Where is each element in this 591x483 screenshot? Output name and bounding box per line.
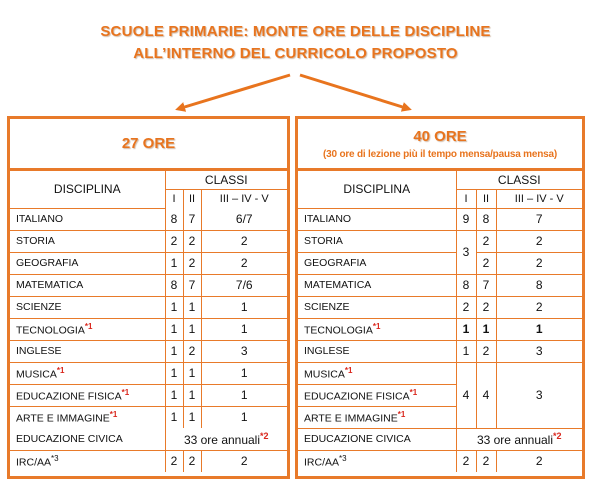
hours-class-i: 1 (456, 318, 476, 340)
hours-class-iii-v: 3 (201, 340, 287, 362)
hours-class-ii: 8 (476, 208, 496, 230)
hours-class-ii: 7 (476, 274, 496, 296)
hours-table (298, 171, 582, 472)
hours-class-iii-v: 7/6 (201, 274, 287, 296)
hours-class-i: 1 (165, 340, 183, 362)
table-row (10, 362, 287, 384)
hours-class-i: 1 (165, 252, 183, 274)
hours-class-iii-v: 1 (201, 362, 287, 384)
subject-name: EDUCAZIONE FISICA$^{*1}$ (10, 384, 165, 406)
hours-class-i: 2 (165, 450, 183, 472)
subject-name: GEOGRAFIA (298, 252, 456, 274)
hours-class-i: 8 (456, 274, 476, 296)
hours-class-iii-v: 1 (201, 296, 287, 318)
hours-class-iii-v: 2 (201, 252, 287, 274)
subject-name: STORIA (298, 230, 456, 252)
subject-name: ITALIANO (10, 208, 165, 230)
subject-name: ARTE E IMMAGINE$^{*1}$ (10, 406, 165, 428)
hours-class-i: 1 (165, 296, 183, 318)
hours-class-iii-v: 2 (201, 230, 287, 252)
hours-class-ii: 2 (183, 230, 201, 252)
classi-header: CLASSI (165, 171, 287, 189)
hours-class-ii: 1 (183, 296, 201, 318)
hours-class-i: 2 (456, 296, 476, 318)
subject-name: SCIENZE (10, 296, 165, 318)
hours-class-i: 9 (456, 208, 476, 230)
hours-class-ii: 2 (183, 450, 201, 472)
subject-name: MUSICA$^{*1}$ (10, 362, 165, 384)
subject-name: INGLESE (10, 340, 165, 362)
page-title-line1: SCUOLE PRIMARIE: MONTE ORE DELLE DISCIPLINE (100, 23, 491, 40)
annual-hours: 33 ore annuali$^{*2}$ (165, 428, 287, 450)
table-row (10, 340, 287, 362)
subject-name: ARTE E IMMAGINE$^{*1}$ (298, 406, 456, 428)
subject-name: GEOGRAFIA (10, 252, 165, 274)
subject-name: TECNOLOGIA$^{*1}$ (10, 318, 165, 340)
subject-name: ITALIANO (298, 208, 456, 230)
subject-name: EDUCAZIONE CIVICA (10, 428, 165, 450)
col-iii-v-header: III – IV - V (496, 189, 582, 208)
annual-hours: 33 ore annuali$^{*2}$ (456, 428, 582, 450)
hours-class-iii-v: 8 (496, 274, 582, 296)
table-row (10, 296, 287, 318)
hours-class-i: 2 (456, 450, 476, 472)
hours-class-ii: 2 (476, 296, 496, 318)
hours-class-i: 2 (165, 230, 183, 252)
col-i-header: I (456, 189, 476, 208)
panel-header (298, 119, 582, 171)
hours-class-iii-v: 1 (496, 318, 582, 340)
hours-class-iii-v: 2 (496, 296, 582, 318)
disciplina-header: DISCIPLINA (10, 171, 165, 208)
col-iii-v-header: III – IV - V (201, 189, 287, 208)
hours-class-i: 1 (456, 340, 476, 362)
arrow-right (300, 75, 409, 109)
subject-name: TECNOLOGIA$^{*1}$ (298, 318, 456, 340)
col-i-header: I (165, 189, 183, 208)
col-ii-header: II (476, 189, 496, 208)
hours-class-i: 1 (165, 362, 183, 384)
subject-name: SCIENZE (298, 296, 456, 318)
hours-class-ii: 7 (183, 208, 201, 230)
table-row (298, 296, 582, 318)
table-row (298, 340, 582, 362)
hours-class-ii: 2 (476, 450, 496, 472)
hours-class-i: 1 (165, 406, 183, 428)
hours-class-iii-v: 2 (496, 252, 582, 274)
hours-note: (30 ore di lezione più il tempo mensa/pausa mensa) (323, 148, 557, 160)
hours-class-iii-v: 2 (496, 450, 582, 472)
table-row (10, 230, 287, 252)
hours-class-iii-v: 2 (201, 450, 287, 472)
table-row (298, 362, 582, 384)
hours-class-ii: 2 (476, 252, 496, 274)
subject-name: MATEMATICA (298, 274, 456, 296)
hours-label: 27 ORE (121, 135, 176, 152)
subject-name: EDUCAZIONE CIVICA (298, 428, 456, 450)
subject-name: MATEMATICA (10, 274, 165, 296)
hours-class-ii-merged: 4 (476, 362, 496, 428)
subject-name: IRC/AA$^{*3}$ (298, 450, 456, 472)
arrows-graphic (0, 0, 591, 120)
hours-class-ii: 2 (476, 340, 496, 362)
table-row (10, 274, 287, 296)
hours-class-i: 1 (165, 318, 183, 340)
subject-name: INGLESE (298, 340, 456, 362)
page-title-line2: ALL’INTERNO DEL CURRICOLO PROPOSTO (133, 45, 458, 62)
hours-class-iii-v: 1 (201, 406, 287, 428)
panel-40-ore (295, 116, 585, 479)
hours-class-iii-v: 1 (201, 384, 287, 406)
panel-header (10, 119, 287, 171)
hours-class-iii-v: 2 (496, 230, 582, 252)
hours-class-ii: 7 (183, 274, 201, 296)
classi-header: CLASSI (456, 171, 582, 189)
subject-name: MUSICA$^{*1}$ (298, 362, 456, 384)
table-row (298, 428, 582, 450)
hours-class-ii: 1 (476, 318, 496, 340)
table-row (10, 384, 287, 406)
hours-class-i-merged: 4 (456, 362, 476, 428)
subject-name: IRC/AA$^{*3}$ (10, 450, 165, 472)
hours-class-i: 1 (165, 384, 183, 406)
table-row (10, 406, 287, 428)
hours-class-ii: 1 (183, 384, 201, 406)
table-row (10, 208, 287, 230)
hours-class-ii: 1 (183, 318, 201, 340)
table-row (10, 252, 287, 274)
hours-class-iii-v: 1 (201, 318, 287, 340)
hours-class-iii-v: 6/7 (201, 208, 287, 230)
hours-class-iii-v-merged: 3 (496, 362, 582, 428)
arrow-left (178, 75, 290, 109)
table-row (298, 208, 582, 230)
table-row (298, 230, 582, 252)
disciplina-header: DISCIPLINA (298, 171, 456, 208)
table-row (298, 450, 582, 472)
hours-class-ii: 2 (476, 230, 496, 252)
hours-class-ii: 1 (183, 362, 201, 384)
col-ii-header: II (183, 189, 201, 208)
hours-label: 40 ORE (413, 127, 467, 145)
table-row (298, 318, 582, 340)
hours-class-iii-v: 3 (496, 340, 582, 362)
table-row (298, 274, 582, 296)
hours-class-ii: 1 (183, 406, 201, 428)
table-row (10, 318, 287, 340)
hours-class-ii: 2 (183, 340, 201, 362)
hours-class-i: 8 (165, 274, 183, 296)
hours-class-i-merged: 3 (456, 230, 476, 274)
hours-class-i: 8 (165, 208, 183, 230)
subject-name: STORIA (10, 230, 165, 252)
subject-name: EDUCAZIONE FISICA$^{*1}$ (298, 384, 456, 406)
hours-table (10, 171, 287, 472)
panel-27-ore (7, 116, 290, 479)
hours-class-ii: 2 (183, 252, 201, 274)
table-row (298, 252, 582, 274)
hours-class-iii-v: 7 (496, 208, 582, 230)
